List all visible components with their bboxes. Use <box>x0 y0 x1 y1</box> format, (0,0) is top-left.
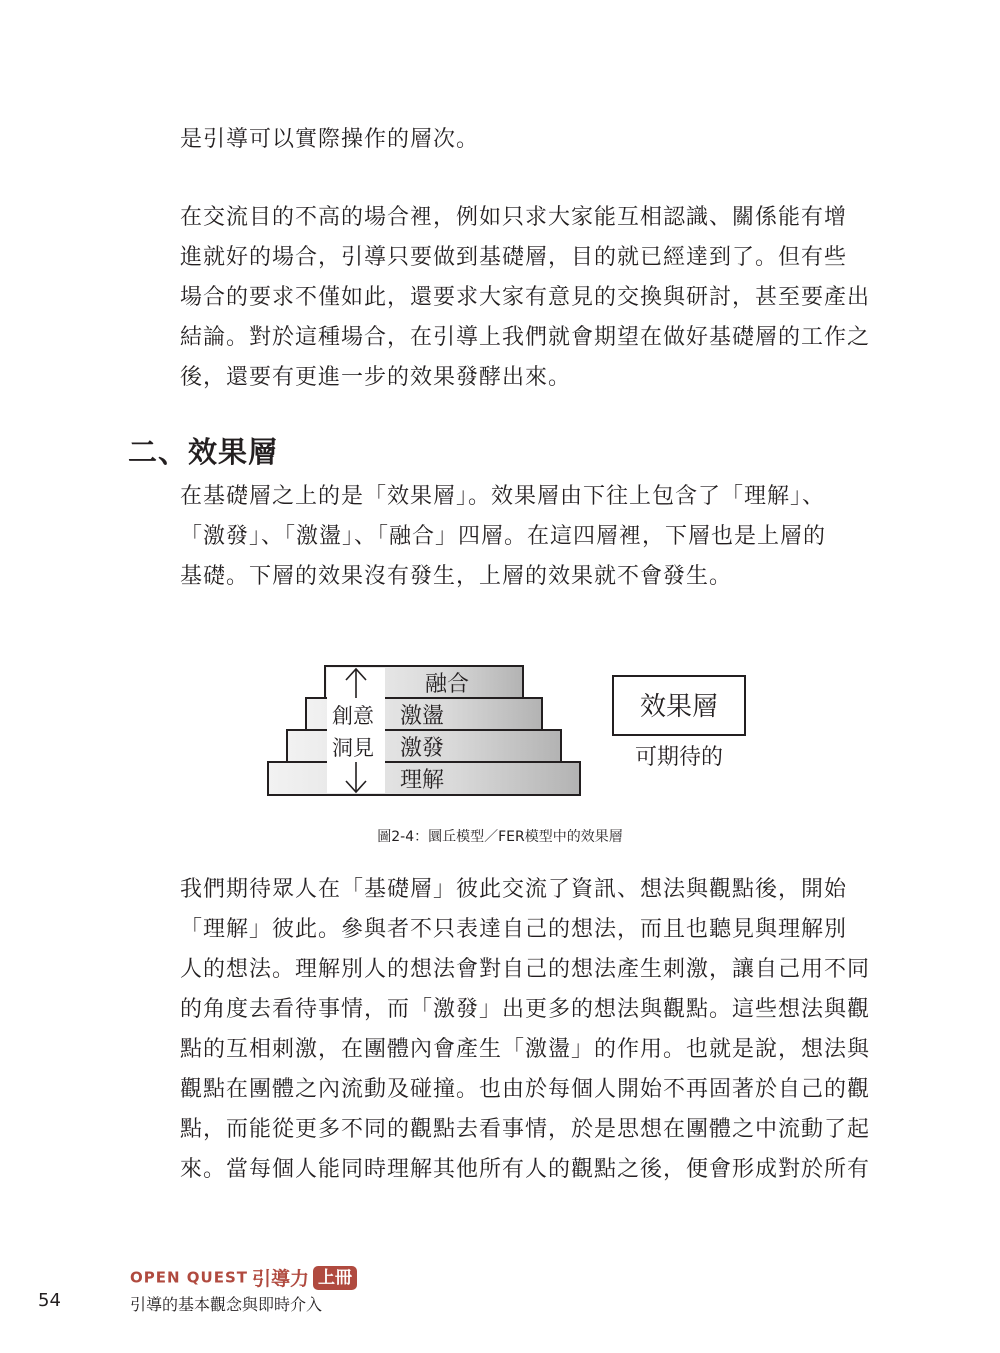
expected-label: 可期待的 <box>634 745 724 770</box>
level-label-understanding: 理解 <box>400 768 445 793</box>
text-line: 「理解」彼此。參與者不只表達自己的想法，而且也聽見與理解別 <box>180 917 848 942</box>
paragraph-effect-layer <box>180 477 840 597</box>
level-label-brainstorm: 激盪 <box>400 704 445 729</box>
book-brand <box>130 1264 357 1290</box>
text-line: 進就好的場合，引導只要做到基礎層，目的就已經達到了。但有些 <box>180 245 848 270</box>
text-line: 點，而能從更多不同的觀點去看事情，於是思想在團體之中流動了起 <box>180 1117 871 1142</box>
text-line: 「激發」、「激盪」、「融合」四層。在這四層裡，下層也是上層的 <box>180 524 827 549</box>
paragraph-intro <box>180 120 840 160</box>
text-line: 在基礎層之上的是「效果層」。效果層由下往上包含了「理解」、 <box>180 484 826 509</box>
figure-caption: 圖2-4：圜丘模型／FER模型中的效果層 <box>377 829 623 845</box>
paragraph-basic-layer <box>180 198 871 398</box>
text-line: 我們期待眾人在「基礎層」彼此交流了資訊、想法與觀點後，開始 <box>180 877 848 902</box>
text-line: 來。當每個人能同時理解其他所有人的觀點之後，便會形成對於所有 <box>180 1157 871 1182</box>
page-number: 54 <box>38 1290 61 1311</box>
effect-layer-box-label: 效果層 <box>639 692 719 722</box>
text-line: 是引導可以實際操作的層次。 <box>180 127 480 152</box>
level-label-fusion: 融合 <box>425 672 470 697</box>
brand-chinese: 引導力 <box>251 1268 309 1290</box>
text-line: 結論。對於這種場合，在引導上我們就會期望在做好基礎層的工作之 <box>180 325 871 350</box>
text-line: 人的想法。理解別人的想法會對自己的想法產生刺激，讓自己用不同 <box>180 957 871 982</box>
brand-english: OPEN QUEST <box>130 1268 248 1287</box>
volume-badge: 上冊 <box>313 1266 357 1290</box>
text-line: 場合的要求不僅如此，還要求大家有意見的交換與研討，甚至要產出 <box>180 285 871 310</box>
level-label-inspiration: 激發 <box>400 736 445 761</box>
paragraph-understanding <box>180 870 871 1190</box>
pyramid-diagram <box>265 660 755 800</box>
text-line: 在交流目的不高的場合裡，例如只求大家能互相認識、關係能有增 <box>180 205 848 230</box>
side-label-insight: 洞見 <box>332 736 374 760</box>
book-subtitle: 引導的基本觀念與即時介入 <box>130 1295 323 1314</box>
text-line: 基礎。下層的效果沒有發生，上層的效果就不會發生。 <box>180 564 733 589</box>
effect-layer-figure <box>265 660 755 800</box>
text-line: 點的互相刺激，在團體內會產生「激盪」的作用。也就是說，想法與 <box>180 1037 871 1062</box>
text-line: 的角度去看待事情，而「激發」出更多的想法與觀點。這些想法與觀 <box>180 997 871 1022</box>
text-line: 觀點在團體之內流動及碰撞。也由於每個人開始不再固著於自己的觀 <box>180 1077 871 1102</box>
side-label-creativity: 創意 <box>332 704 374 728</box>
text-line: 後，還要有更進一步的效果發酵出來。 <box>180 365 572 390</box>
section-heading: 二、效果層 <box>128 435 279 469</box>
